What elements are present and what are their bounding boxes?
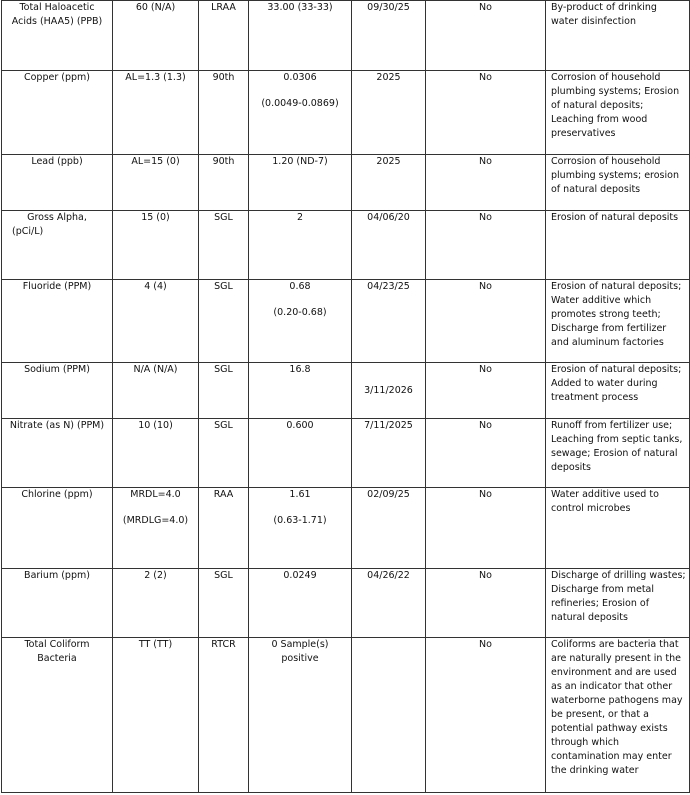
level-cell: 0.0249 xyxy=(249,569,352,638)
basis-cell: 90th xyxy=(199,71,249,155)
basis-cell: SGL xyxy=(199,211,249,280)
violation-cell: No xyxy=(426,488,546,569)
table-row xyxy=(2,488,690,569)
mcl-cell: AL=1.3 (1.3) xyxy=(113,71,199,155)
level-cell: 16.8 xyxy=(249,363,352,419)
source-cell: Corrosion of household plumbing systems; Erosion of natural deposits; Leaching from wood preservatives xyxy=(546,71,690,155)
level-cell: 0.600 xyxy=(249,419,352,488)
contaminant-cell: Total Coliform Bacteria xyxy=(2,638,113,793)
table-row xyxy=(2,569,690,638)
contaminant-cell: Copper (ppm) xyxy=(2,71,113,155)
mcl-cell: 10 (10) xyxy=(113,419,199,488)
basis-cell: LRAA xyxy=(199,1,249,71)
date-cell xyxy=(352,638,426,793)
violation-cell: No xyxy=(426,419,546,488)
date-cell: 09/30/25 xyxy=(352,1,426,71)
contaminant-cell: Total Haloacetic Acids (HAA5) (PPB) xyxy=(2,1,113,71)
level-cell: 33.00 (33-33) xyxy=(249,1,352,71)
mcl-cell: 4 (4) xyxy=(113,280,199,363)
date-cell: 04/26/22 xyxy=(352,569,426,638)
level-cell: 1.20 (ND-7) xyxy=(249,155,352,211)
source-cell: Coliforms are bacteria that are naturally present in the environment and are used as an indicator that other waterborne pathogens may be present, or that a potential pathway exists through which contamination may enter the drinking water xyxy=(546,638,690,793)
date-cell: 7/11/2025 xyxy=(352,419,426,488)
water-quality-table xyxy=(1,0,690,793)
contaminant-cell: Gross Alpha, (pCi/L) xyxy=(2,211,113,280)
date-cell: 2025 xyxy=(352,71,426,155)
source-cell: Erosion of natural deposits xyxy=(546,211,690,280)
mcl-cell: 2 (2) xyxy=(113,569,199,638)
violation-cell: No xyxy=(426,71,546,155)
basis-cell: 90th xyxy=(199,155,249,211)
contaminant-cell: Chlorine (ppm) xyxy=(2,488,113,569)
violation-cell: No xyxy=(426,280,546,363)
source-cell: Discharge of drilling wastes; Discharge from metal refineries; Erosion of natural deposits xyxy=(546,569,690,638)
violation-cell: No xyxy=(426,638,546,793)
source-cell: By-product of drinking water disinfection xyxy=(546,1,690,71)
mcl-cell: TT (TT) xyxy=(113,638,199,793)
table-row xyxy=(2,280,690,363)
violation-cell: No xyxy=(426,363,546,419)
source-cell: Runoff from fertilizer use; Leaching from septic tanks, sewage; Erosion of natural deposits xyxy=(546,419,690,488)
basis-cell: RAA xyxy=(199,488,249,569)
basis-cell: SGL xyxy=(199,280,249,363)
date-cell: 2025 xyxy=(352,155,426,211)
violation-cell: No xyxy=(426,569,546,638)
date-cell: 3/11/2026 xyxy=(352,363,426,419)
violation-cell: No xyxy=(426,1,546,71)
level-cell: 0.0306 (0.0049-0.0869) xyxy=(249,71,352,155)
contaminant-cell: Barium (ppm) xyxy=(2,569,113,638)
mcl-cell: 15 (0) xyxy=(113,211,199,280)
basis-cell: RTCR xyxy=(199,638,249,793)
table-row xyxy=(2,419,690,488)
table-row xyxy=(2,638,690,793)
basis-cell: SGL xyxy=(199,363,249,419)
basis-cell: SGL xyxy=(199,419,249,488)
source-cell: Erosion of natural deposits; Water additive which promotes strong teeth; Discharge from fertilizer and aluminum factories xyxy=(546,280,690,363)
mcl-cell: AL=15 (0) xyxy=(113,155,199,211)
table-row xyxy=(2,71,690,155)
date-cell: 02/09/25 xyxy=(352,488,426,569)
table-row xyxy=(2,1,690,71)
basis-cell: SGL xyxy=(199,569,249,638)
table-row xyxy=(2,363,690,419)
source-cell: Corrosion of household plumbing systems; erosion of natural deposits xyxy=(546,155,690,211)
contaminant-cell: Lead (ppb) xyxy=(2,155,113,211)
contaminant-cell: Nitrate (as N) (PPM) xyxy=(2,419,113,488)
source-cell: Erosion of natural deposits; Added to water during treatment process xyxy=(546,363,690,419)
table-row xyxy=(2,155,690,211)
level-cell: 1.61 (0.63-1.71) xyxy=(249,488,352,569)
contaminant-cell: Fluoride (PPM) xyxy=(2,280,113,363)
source-cell: Water additive used to control microbes xyxy=(546,488,690,569)
violation-cell: No xyxy=(426,211,546,280)
mcl-cell: MRDL=4.0 (MRDLG=4.0) xyxy=(113,488,199,569)
violation-cell: No xyxy=(426,155,546,211)
contaminant-cell: Sodium (PPM) xyxy=(2,363,113,419)
level-cell: 0 Sample(s) positive xyxy=(249,638,352,793)
date-cell: 04/06/20 xyxy=(352,211,426,280)
mcl-cell: N/A (N/A) xyxy=(113,363,199,419)
mcl-cell: 60 (N/A) xyxy=(113,1,199,71)
table-row xyxy=(2,211,690,280)
level-cell: 2 xyxy=(249,211,352,280)
level-cell: 0.68 (0.20-0.68) xyxy=(249,280,352,363)
date-cell: 04/23/25 xyxy=(352,280,426,363)
